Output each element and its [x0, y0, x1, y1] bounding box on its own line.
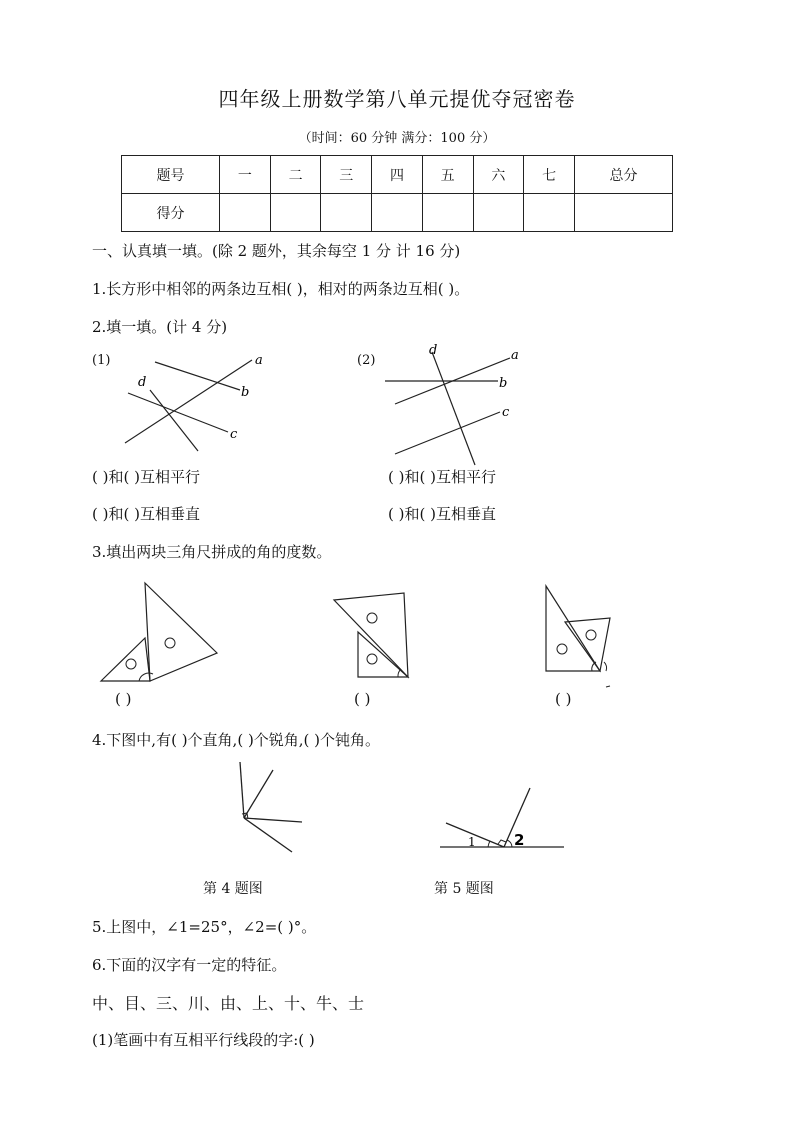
- triangles-1-blank: ( ): [115, 690, 132, 708]
- question-6: 6.下面的汉字有一定的特征。: [92, 956, 287, 974]
- section-heading: 一、认真填一填。(除 2 题外，其余每空 1 分 计 16 分): [92, 242, 461, 260]
- exam-info: （时间：60 分钟 满分：100 分）: [298, 131, 496, 146]
- header-cell: 六: [473, 156, 524, 194]
- header-cell: 总分: [574, 156, 672, 194]
- triangles-figure-3: [540, 582, 625, 692]
- lines-figure-1: [110, 350, 280, 455]
- page-title: 四年级上册数学第八单元提优夺冠密卷: [218, 87, 576, 111]
- fig1-perpendicular-blank: ( )和( )互相垂直: [92, 505, 200, 523]
- score-cell[interactable]: [574, 194, 672, 232]
- question-6-part-1: (1)笔画中有互相平行线段的字:( ): [92, 1031, 315, 1049]
- question-4: 4.下图中,有( )个直角,( )个锐角,( )个钝角。: [92, 731, 381, 749]
- score-table-score-row: [122, 194, 673, 232]
- score-cell[interactable]: [321, 194, 372, 232]
- score-table: [121, 155, 673, 232]
- header-cell: 七: [524, 156, 575, 194]
- header-cell: 一: [220, 156, 271, 194]
- triangles-2-blank: ( ): [354, 690, 371, 708]
- score-cell[interactable]: [524, 194, 575, 232]
- triangles-figure-1: [95, 578, 225, 686]
- score-cell[interactable]: [270, 194, 321, 232]
- angle-2-label: 2: [514, 831, 525, 849]
- line-label-d: d: [429, 343, 438, 358]
- score-cell[interactable]: [372, 194, 423, 232]
- figure-1-label: (1): [92, 353, 111, 368]
- figure-4-caption: 第 4 题图: [203, 881, 263, 897]
- line-label-b: b: [241, 385, 250, 400]
- header-cell: 题号: [122, 156, 220, 194]
- score-cell[interactable]: [473, 194, 524, 232]
- line-label-b: b: [499, 376, 508, 391]
- line-label-a: a: [255, 353, 263, 368]
- line-label-a: a: [511, 348, 519, 363]
- score-cell[interactable]: [220, 194, 271, 232]
- figure-2-label: (2): [357, 353, 376, 368]
- fig2-perpendicular-blank: ( )和( )互相垂直: [388, 505, 496, 523]
- line-label-c: c: [230, 427, 238, 442]
- header-cell: 四: [372, 156, 423, 194]
- figure-5-caption: 第 5 题图: [434, 881, 494, 897]
- angles-figure-4: [230, 760, 310, 860]
- header-cell: 二: [270, 156, 321, 194]
- fig2-parallel-blank: ( )和( )互相平行: [388, 468, 496, 486]
- angles-figure-5: [440, 785, 570, 850]
- line-label-c: c: [502, 405, 510, 420]
- header-cell: 五: [422, 156, 473, 194]
- score-table-header-row: [122, 156, 673, 194]
- line-label-d: d: [138, 375, 147, 390]
- question-3: 3.填出两块三角尺拼成的角的度数。: [92, 543, 332, 561]
- question-2: 2.填一填。(计 4 分): [92, 318, 228, 336]
- triangles-3-blank: ( ): [555, 690, 572, 708]
- question-1: 1.长方形中相邻的两条边互相( )，相对的两条边互相( )。: [92, 280, 470, 298]
- score-cell[interactable]: [422, 194, 473, 232]
- header-cell: 三: [321, 156, 372, 194]
- row-label-cell: 得分: [122, 194, 220, 232]
- fig1-parallel-blank: ( )和( )互相平行: [92, 468, 200, 486]
- lines-figure-2: [380, 342, 530, 467]
- triangles-figure-2: [330, 590, 415, 685]
- question-6-characters: 中、目、三、川、由、上、十、牛、士: [92, 994, 365, 1013]
- question-5: 5.上图中，∠1=25°，∠2=( )°。: [92, 918, 317, 936]
- angle-1-label: 1: [468, 835, 476, 849]
